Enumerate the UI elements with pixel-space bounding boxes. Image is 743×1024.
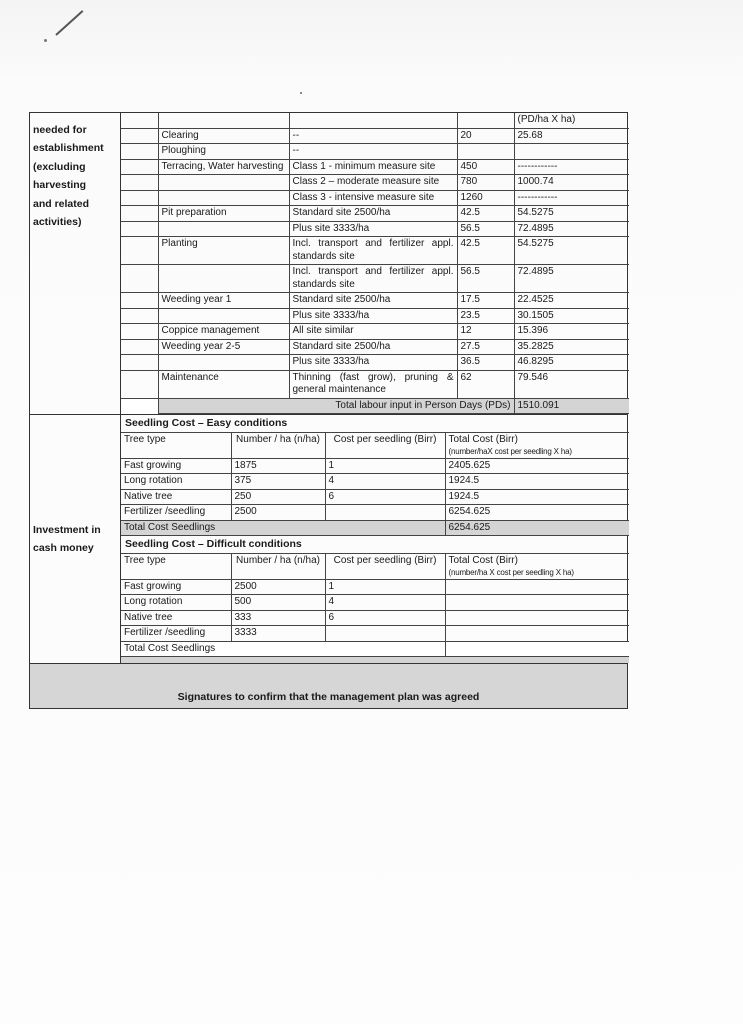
seedling-number-cell: 333	[231, 610, 325, 626]
labour-activity-cell	[158, 355, 289, 371]
labour-total-cell: ------------	[514, 190, 629, 206]
labour-activity-cell: Clearing	[158, 128, 289, 144]
labour-site-cell: Standard site 2500/ha	[289, 339, 457, 355]
signature-row	[30, 664, 627, 708]
seedling-cost-cell: 1	[325, 579, 445, 595]
seedling-row	[121, 626, 629, 642]
ink-dot	[44, 39, 47, 42]
labour-spacer-cell	[121, 308, 158, 324]
easy-conditions-title: Seedling Cost – Easy conditions	[121, 415, 629, 433]
labour-site-cell: --	[289, 144, 457, 160]
labour-total-cell: 72.4895	[514, 265, 629, 293]
investment-section-label: Investment in cash money	[30, 415, 121, 663]
labour-row	[121, 206, 629, 222]
labour-row	[121, 355, 629, 371]
seedling-total-cell: 1924.5	[445, 474, 629, 490]
labour-pd-cell: 1260	[457, 190, 514, 206]
labour-pd-cell: 23.5	[457, 308, 514, 324]
labour-row	[121, 144, 629, 160]
easy-total-value: 6254.625	[445, 520, 629, 536]
seedling-type-cell: Fast growing	[121, 458, 231, 474]
labour-activity-cell	[158, 175, 289, 191]
seedling-row	[121, 474, 629, 490]
labour-spacer-cell	[121, 206, 158, 222]
labour-row	[121, 324, 629, 340]
labour-site-cell: All site similar	[289, 324, 457, 340]
seedling-type-cell: Native tree	[121, 610, 231, 626]
cost-header: Cost per seedling (Birr)	[325, 433, 445, 458]
labour-row	[121, 308, 629, 324]
labour-section	[30, 113, 627, 415]
labour-total-cell: 72.4895	[514, 221, 629, 237]
seedling-row	[121, 505, 629, 521]
difficult-seedling-table	[121, 554, 629, 657]
labour-spacer-cell	[121, 128, 158, 144]
unit-header: (PD/ha X ha)	[514, 113, 629, 128]
easy-total-row	[121, 520, 629, 536]
labour-total-cell: 54.5275	[514, 237, 629, 265]
labour-activity-cell	[158, 308, 289, 324]
labour-site-cell: Standard site 2500/ha	[289, 206, 457, 222]
seedling-type-cell: Fast growing	[121, 579, 231, 595]
labour-spacer-cell	[121, 370, 158, 398]
difficult-total-label: Total Cost Seedlings	[121, 641, 445, 657]
signature-text: Signatures to confirm that the management plan was agreed	[177, 691, 480, 704]
labour-pd-cell: 62	[457, 370, 514, 398]
seedling-total-cell	[445, 579, 629, 595]
labour-site-cell: --	[289, 128, 457, 144]
labour-spacer-cell	[121, 237, 158, 265]
labour-row	[121, 221, 629, 237]
seedling-number-cell: 375	[231, 474, 325, 490]
management-plan-sheet	[29, 112, 628, 709]
seedling-type-cell: Fertilizer /seedling	[121, 505, 231, 521]
total-header: Total Cost (Birr) (number/haX cost per seedling X ha)	[445, 433, 629, 458]
labour-spacer-cell	[121, 293, 158, 309]
seedling-total-cell	[445, 626, 629, 642]
easy-total-label: Total Cost Seedlings	[121, 520, 445, 536]
labour-total-label: Total labour input in Person Days (PDs)	[158, 398, 514, 414]
labour-site-cell: Thinning (fast grow), pruning & general maintenance	[289, 370, 457, 398]
seedling-type-cell: Fertilizer /seedling	[121, 626, 231, 642]
labour-site-cell: Plus site 3333/ha	[289, 221, 457, 237]
labour-table	[121, 113, 629, 414]
labour-spacer-cell	[121, 355, 158, 371]
labour-activity-cell: Maintenance	[158, 370, 289, 398]
seedling-number-cell: 2500	[231, 579, 325, 595]
seedling-row	[121, 489, 629, 505]
seedling-cost-cell: 6	[325, 489, 445, 505]
labour-spacer-cell	[121, 159, 158, 175]
labour-total-cell: 79.546	[514, 370, 629, 398]
labour-spacer-cell	[121, 175, 158, 191]
labour-pd-cell: 17.5	[457, 293, 514, 309]
labour-total-cell: 54.5275	[514, 206, 629, 222]
tree-type-header: Tree type	[121, 554, 231, 579]
easy-header-row	[121, 433, 629, 458]
number-header: Number / ha (n/ha)	[231, 433, 325, 458]
labour-row	[121, 293, 629, 309]
labour-spacer-cell	[121, 324, 158, 340]
labour-row	[121, 159, 629, 175]
labour-activity-cell	[158, 221, 289, 237]
labour-row	[121, 175, 629, 191]
seedling-row	[121, 458, 629, 474]
labour-section-label: needed for establishment (excluding harvesting and related activities)	[30, 113, 121, 414]
labour-pd-cell: 56.5	[457, 265, 514, 293]
easy-seedling-table	[121, 433, 629, 536]
labour-spacer-cell	[121, 265, 158, 293]
labour-row	[121, 339, 629, 355]
labour-total-cell: 46.8295	[514, 355, 629, 371]
labour-total-cell: 15.396	[514, 324, 629, 340]
labour-total-cell: 35.2825	[514, 339, 629, 355]
labour-header-row	[121, 113, 629, 128]
labour-pd-cell: 42.5	[457, 237, 514, 265]
labour-activity-cell: Weeding year 2-5	[158, 339, 289, 355]
seedling-total-cell	[445, 610, 629, 626]
seedling-number-cell: 1875	[231, 458, 325, 474]
labour-site-cell: Incl. transport and fertilizer appl. standards site	[289, 237, 457, 265]
labour-pd-cell: 450	[457, 159, 514, 175]
labour-site-cell: Class 1 - minimum measure site	[289, 159, 457, 175]
labour-total-cell	[514, 144, 629, 160]
labour-activity-cell	[158, 265, 289, 293]
labour-spacer-cell	[121, 144, 158, 160]
seedling-cost-cell: 6	[325, 610, 445, 626]
total-header: Total Cost (Birr) (number/ha X cost per seedling X ha)	[445, 554, 629, 579]
labour-site-cell: Class 3 - intensive measure site	[289, 190, 457, 206]
labour-row	[121, 237, 629, 265]
seedling-total-cell	[445, 595, 629, 611]
seedling-total-cell: 1924.5	[445, 489, 629, 505]
seedling-cost-cell: 1	[325, 458, 445, 474]
seedling-number-cell: 500	[231, 595, 325, 611]
labour-activity-cell: Coppice management	[158, 324, 289, 340]
seedling-cost-cell: 4	[325, 595, 445, 611]
seedling-cost-cell	[325, 626, 445, 642]
number-header: Number / ha (n/ha)	[231, 554, 325, 579]
labour-row	[121, 265, 629, 293]
difficult-total-value	[445, 641, 629, 657]
labour-pd-cell	[457, 144, 514, 160]
labour-spacer-cell	[121, 190, 158, 206]
difficult-header-row	[121, 554, 629, 579]
difficult-conditions-title: Seedling Cost – Difficult conditions	[121, 536, 629, 554]
seedling-type-cell: Native tree	[121, 489, 231, 505]
investment-section	[30, 415, 627, 664]
labour-pd-cell: 20	[457, 128, 514, 144]
difficult-total-row	[121, 641, 629, 657]
labour-spacer-cell	[121, 339, 158, 355]
seedling-number-cell: 250	[231, 489, 325, 505]
labour-activity-cell: Weeding year 1	[158, 293, 289, 309]
labour-row	[121, 370, 629, 398]
labour-total-cell: 30.1505	[514, 308, 629, 324]
labour-pd-cell: 36.5	[457, 355, 514, 371]
seedling-type-cell: Long rotation	[121, 474, 231, 490]
seedling-type-cell: Long rotation	[121, 595, 231, 611]
labour-total-cell: 22.4525	[514, 293, 629, 309]
labour-activity-cell: Terracing, Water harvesting	[158, 159, 289, 175]
labour-total-cell: 25.68	[514, 128, 629, 144]
labour-pd-cell: 56.5	[457, 221, 514, 237]
labour-row	[121, 190, 629, 206]
labour-activity-cell	[158, 190, 289, 206]
labour-total-cell: ------------	[514, 159, 629, 175]
labour-activity-cell: Planting	[158, 237, 289, 265]
labour-total-cell: 1000.74	[514, 175, 629, 191]
cost-header: Cost per seedling (Birr)	[325, 554, 445, 579]
ink-dot	[300, 92, 302, 94]
labour-total-row	[121, 398, 629, 414]
seedling-row	[121, 579, 629, 595]
seedling-total-cell: 6254.625	[445, 505, 629, 521]
labour-activity-cell: Ploughing	[158, 144, 289, 160]
tree-type-header: Tree type	[121, 433, 231, 458]
labour-activity-cell: Pit preparation	[158, 206, 289, 222]
seedling-number-cell: 2500	[231, 505, 325, 521]
seedling-cost-cell	[325, 505, 445, 521]
labour-pd-cell: 780	[457, 175, 514, 191]
labour-site-cell: Plus site 3333/ha	[289, 308, 457, 324]
labour-pd-cell: 12	[457, 324, 514, 340]
labour-pd-cell: 27.5	[457, 339, 514, 355]
labour-site-cell: Incl. transport and fertilizer appl. standards site	[289, 265, 457, 293]
labour-site-cell: Standard site 2500/ha	[289, 293, 457, 309]
seedling-row	[121, 610, 629, 626]
labour-pd-cell: 42.5	[457, 206, 514, 222]
labour-total-value: 1510.091	[514, 398, 629, 414]
seedling-total-cell: 2405.625	[445, 458, 629, 474]
seedling-number-cell: 3333	[231, 626, 325, 642]
divider-strip	[121, 657, 629, 663]
seedling-row	[121, 595, 629, 611]
labour-spacer-cell	[121, 221, 158, 237]
labour-site-cell: Class 2 – moderate measure site	[289, 175, 457, 191]
labour-row	[121, 128, 629, 144]
seedling-cost-cell: 4	[325, 474, 445, 490]
labour-site-cell: Plus site 3333/ha	[289, 355, 457, 371]
